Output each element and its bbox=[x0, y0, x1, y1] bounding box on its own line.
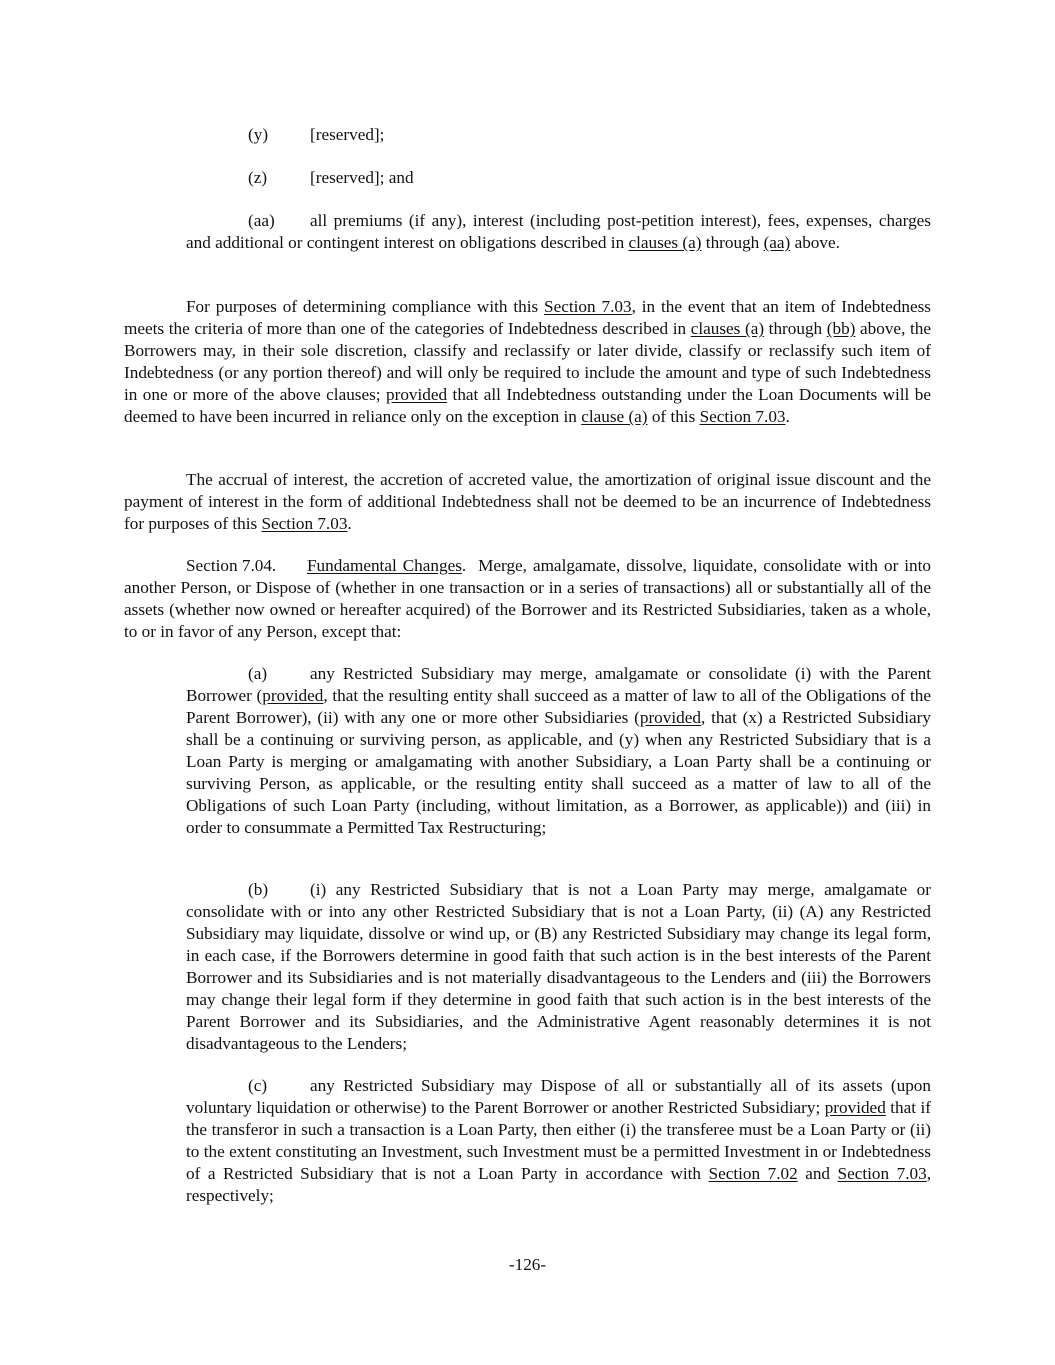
item-y bbox=[248, 124, 384, 146]
section-reference: Section 7.02 bbox=[708, 1164, 798, 1183]
section-title-period: . bbox=[461, 556, 467, 575]
item-y-label: (y) bbox=[248, 125, 269, 144]
paragraph-text: above, the Borrowers may, in their sole discretion, classify and reclassify or later divide, classify or reclassify such item of Indebtedness (or any portion thereof) and will only be required to include the amount and type of such Indebtedness in one or more of the above clauses; bbox=[124, 319, 931, 404]
paragraph-accrual bbox=[124, 469, 931, 535]
paragraph-text: The accrual of interest, the accretion of accreted value, the amortization of original issue discount and the payment of interest in the form of additional Indebtedness shall not be deemed to be an incurrence of Indebtedness for purposes of this bbox=[124, 470, 931, 533]
item-z-text: [reserved]; and bbox=[310, 168, 414, 187]
provided-term: provided bbox=[824, 1098, 886, 1117]
clause-text: that if the transferor in such a transaction is a Loan Party, then either (i) the transferee must be a Loan Party or (ii) to the extent constituting an Investment, such Investment must be a permitted Investment in or Indebtedness of a Restricted Subsidiary that is not a Loan Party in accordance with bbox=[186, 1098, 931, 1183]
provided-term: provided bbox=[386, 385, 448, 404]
clause-text: any Restricted Subsidiary may Dispose of all or substantially all of its assets (upon voluntary liquidation or otherwise) to the Parent Borrower or another Restricted Subsidiary; bbox=[186, 1076, 931, 1117]
clause-text: , that the resulting entity shall succeed as a matter of law to all of the Obligations of the Parent Borrower), (ii) with any one or more other Subsidiaries ( bbox=[186, 686, 931, 727]
item-aa-text-2: through bbox=[701, 233, 764, 252]
section-reference: Section 7.03 bbox=[544, 297, 632, 316]
clause-b bbox=[186, 879, 931, 1055]
paragraph-text: that all Indebtedness outstanding under the Loan Documents will be deemed to have been incurred in reliance only on the exception in bbox=[124, 385, 931, 426]
clause-reference: clause (a) bbox=[581, 407, 648, 426]
section-text: Merge, amalgamate, dissolve, liquidate, consolidate with or into another Person, or Dispose of (whether in one transaction or in a series of transactions) all or substantially all of the assets (whether now owned or hereafter acquired) of the Borrower and its Restricted Subsidiaries, taken as a whole, to or in favor of any Person, except that: bbox=[124, 556, 936, 641]
section-reference: Section 7.03 bbox=[837, 1164, 927, 1183]
clause-reference: (aa) bbox=[763, 233, 791, 252]
paragraph-text: through bbox=[764, 319, 827, 338]
paragraph-text: . bbox=[347, 514, 352, 533]
clause-reference: (bb) bbox=[826, 319, 856, 338]
item-aa-text-1: all premiums (if any), interest (including post-petition interest), fees, expenses, charges and additional or contingent interest on obligations described in bbox=[186, 211, 931, 252]
section-7-04 bbox=[124, 555, 936, 643]
paragraph-text: For purposes of determining compliance with this bbox=[186, 297, 545, 316]
item-y-text: [reserved]; bbox=[310, 125, 385, 144]
item-z-label: (z) bbox=[248, 168, 268, 187]
paragraph-text: , in the event that an item of Indebtedness meets the criteria of more than one of the categories of Indebtedness described in bbox=[124, 297, 931, 338]
clause-text: , respectively; bbox=[186, 1164, 931, 1205]
clause-c-label: (c) bbox=[248, 1076, 268, 1095]
clause-reference: clauses (a) bbox=[690, 319, 765, 338]
clause-a-label: (a) bbox=[248, 664, 268, 683]
paragraph-text: . bbox=[785, 407, 790, 426]
clause-text: (i) any Restricted Subsidiary that is not a Loan Party may merge, amalgamate or consolidate with or into any other Restricted Subsidiary that is not a Loan Party, (ii) (A) any Restricted Subsidiary may liquidate, dissolve or wind up, or (B) any Restricted Subsidiary may change its legal form, in each case, if the Borrowers determine in good faith that such action is in the best interests of the Parent Borrower and its Subsidiaries and is not materially disadvantageous to the Lenders and (iii) the Borrowers may change their legal form if they determine in good faith that such action is in the best interests of the Parent Borrower and its Subsidiaries, and the Administrative Agent reasonably determines it is not disadvantageous to the Lenders; bbox=[186, 880, 931, 1053]
paragraph-text: of this bbox=[647, 407, 700, 426]
item-aa-text-3: above. bbox=[790, 233, 840, 252]
section-title: Fundamental Changes bbox=[307, 556, 462, 575]
clause-c bbox=[186, 1075, 931, 1207]
page-number: -126- bbox=[508, 1255, 547, 1274]
section-reference: Section 7.03 bbox=[261, 514, 348, 533]
provided-term: provided bbox=[262, 686, 324, 705]
provided-term: provided bbox=[639, 708, 701, 727]
section-reference: Section 7.03 bbox=[699, 407, 786, 426]
section-number: Section 7.04. bbox=[186, 556, 277, 575]
item-z bbox=[248, 167, 414, 189]
item-aa bbox=[186, 210, 931, 254]
clause-text: any Restricted Subsidiary may merge, amalgamate or consolidate (i) with the Parent Borrower ( bbox=[186, 664, 931, 705]
paragraph-purposes bbox=[124, 296, 931, 428]
clause-reference: clauses (a) bbox=[628, 233, 702, 252]
clause-text: , that (x) a Restricted Subsidiary shall be a continuing or surviving person, as applicable, and (y) when any Restricted Subsidiary that is a Loan Party is merging or amalgamating with another Subsidiary, a Loan Party shall be a continuing or surviving Person, as applicable, or the resulting entity shall succeed as a matter of law to all of the Obligations of such Loan Party (including, without limitation, as a Borrower, as applicable)) and (iii) in order to consummate a Permitted Tax Restructuring; bbox=[186, 708, 931, 837]
clause-b-label: (b) bbox=[248, 880, 269, 899]
clause-text: and bbox=[797, 1164, 838, 1183]
item-aa-label: (aa) bbox=[248, 211, 275, 230]
clause-a bbox=[186, 663, 931, 839]
